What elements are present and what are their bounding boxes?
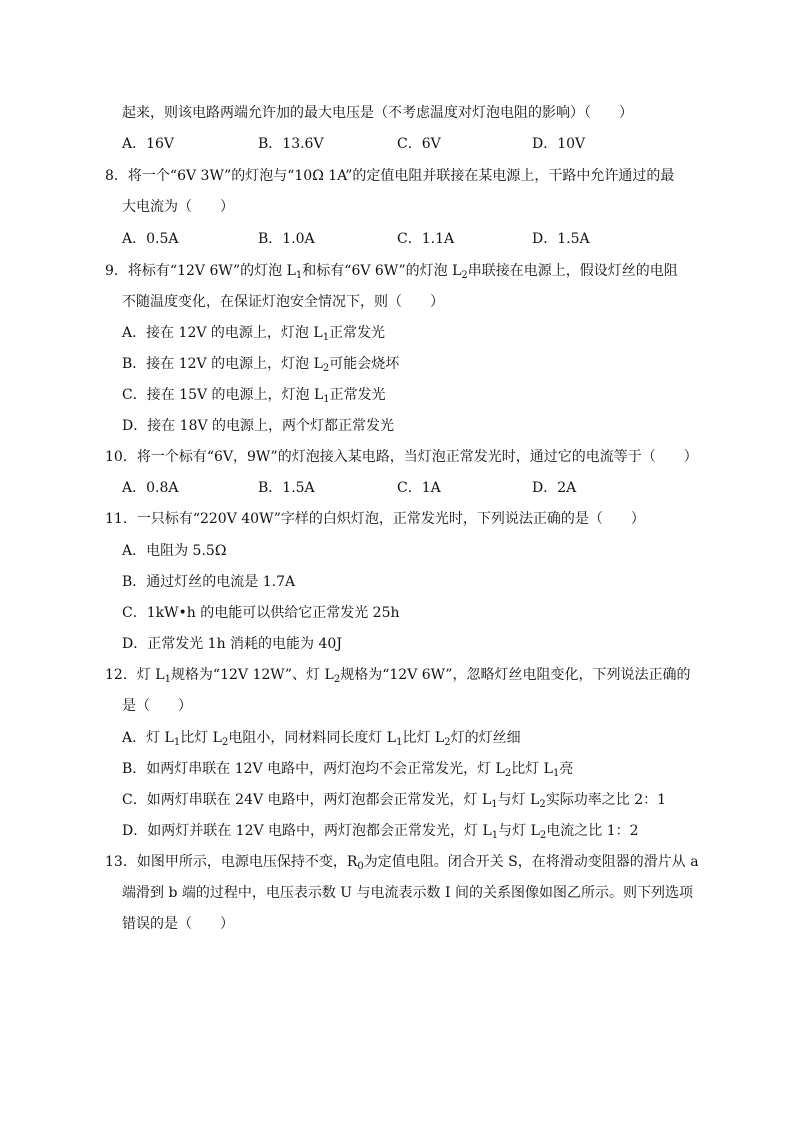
q9-option-d: D．接在 18V 的电源上，两个灯都正常发光 <box>122 418 395 434</box>
q12-option-c: C．如两灯串联在 24V 电路中，两灯泡都会正常发光，灯 $L_1$与灯 $L_2$实际功率之比 2：1 <box>122 792 667 810</box>
q10-option-d: D．2A <box>532 480 577 496</box>
q8-stem-line1: 8．将一个“6V 3W”的灯泡与“10Ω 1A”的定值电阻并联接在某电源上，干路中允许通过的最 <box>105 168 675 184</box>
q9-option-a: A．接在 12V 的电源上，灯泡 $L_1$正常发光 <box>122 325 386 343</box>
q11-option-b: B．通过灯丝的电流是 1.7A <box>122 574 296 590</box>
q11-option-a: A．电阻为 5.5Ω <box>122 543 227 559</box>
q11-option-c: C．1kW•h 的电能可以供给它正常发光 25h <box>122 605 400 621</box>
q13-stem-line1: 13．如图甲所示，电源电压保持不变，$R_0$为定值电阻。闭合开关 S，在将滑动变阻器的滑片从 a <box>105 854 699 872</box>
q7-option-c: C．6V <box>397 136 441 152</box>
q13-stem-line2: 端滑到 b 端的过程中，电压表示数 U 与电流表示数 I 间的关系图像如图乙所示。则下列选项 <box>122 885 693 901</box>
q7-option-d: D．10V <box>532 136 586 152</box>
q8-option-b: B．1.0A <box>258 231 315 247</box>
q8-option-c: C．1.1A <box>397 231 455 247</box>
q10-option-b: B．1.5A <box>258 480 315 496</box>
q8-option-a: A．0.5A <box>122 231 179 247</box>
q7-option-a: A．16V <box>122 136 175 152</box>
q9-option-c: C．接在 15V 的电源上，灯泡 $L_1$正常发光 <box>122 387 386 405</box>
q8-stem-line2: 大电流为（ ） <box>122 199 234 215</box>
q8-option-d: D．1.5A <box>532 231 590 247</box>
q9-option-b: B．接在 12V 的电源上，灯泡 $L_2$可能会烧坏 <box>122 356 400 374</box>
q13-stem-line3: 错误的是（ ） <box>122 916 234 932</box>
q10-option-a: A．0.8A <box>122 480 179 496</box>
q10-stem: 10．将一个标有“6V，9W”的灯泡接入某电路，当灯泡正常发光时，通过它的电流等于（ ） <box>105 449 698 465</box>
q10-option-c: C．1A <box>397 480 441 496</box>
q11-option-d: D．正常发光 1h 消耗的电能为 40J <box>122 636 342 652</box>
q12-option-b: B．如两灯串联在 12V 电路中，两灯泡均不会正常发光，灯 $L_2$比灯 $L_1$亮 <box>122 761 574 779</box>
q12-option-d: D．如两灯并联在 12V 电路中，两灯泡都会正常发光，灯 $L_1$与灯 $L_2$电流之比 1：2 <box>122 823 639 841</box>
q11-stem: 11．一只标有“220V 40W”字样的白炽灯泡，正常发光时，下列说法正确的是（ ） <box>105 511 645 527</box>
q9-stem-line2: 不随温度变化，在保证灯泡安全情况下，则（ ） <box>122 294 444 310</box>
q7-stem-continued: 起来，则该电路两端允许加的最大电压是（不考虑温度对灯泡电阻的影响）（ ） <box>122 105 633 121</box>
q7-option-b: B．13.6V <box>258 136 324 152</box>
q9-stem-line1: 9．将标有“12V 6W”的灯泡 $L_1$和标有“6V 6W”的灯泡 $L_2$串联接在电源上，假设灯丝的电阻 <box>105 263 678 281</box>
q12-option-a: A．灯 $L_1$比灯 $L_2$电阻小，同材料同长度灯 $L_1$比灯 $L_2$灯的灯丝细 <box>122 730 521 748</box>
q12-stem-line1: 12．灯 $L_1$规格为“12V 12W”、灯 $L_2$规格为“12V 6W”，忽略灯丝电阻变化，下列说法正确的 <box>105 667 691 685</box>
q12-stem-line2: 是（ ） <box>122 698 192 714</box>
